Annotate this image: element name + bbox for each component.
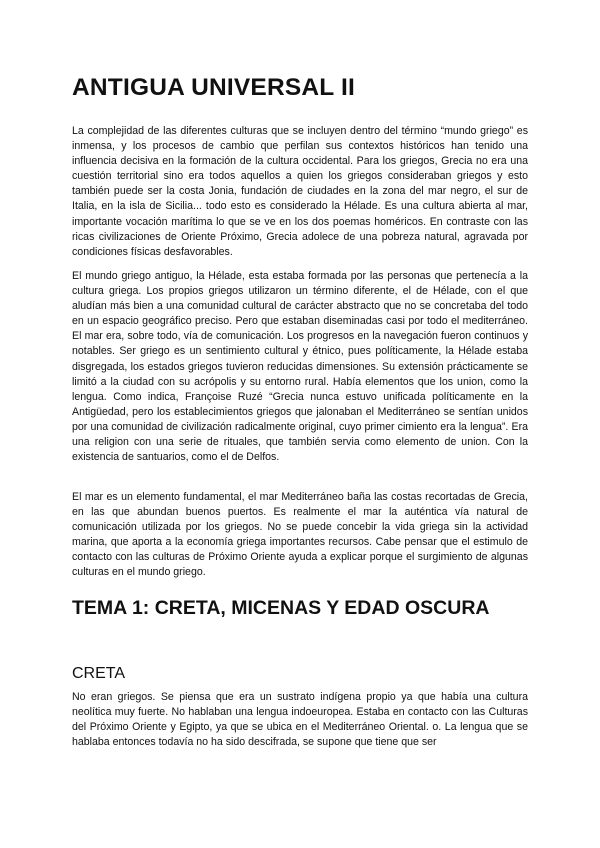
section-title: TEMA 1: CRETA, MICENAS Y EDAD OSCURA [72,597,490,619]
intro-paragraph-1: La complejidad de las diferentes culturas que se incluyen dentro del término “mundo griego” es inmensa, y los procesos de cambio que perfilan sus contextos históricos han tenido una influencia decisiva en la formación de la cultura occidental. Para los griegos, Grecia no era una cuestión territorial sino era todos aquellos a quien los griegos consideraban griegos y esto también puede ser la costa Jonia, fundación de ciudades en la zona del mar negro, el sur de Italia, en la isla de Sicilia... todo esto es considerado la Hélade. Es una cultura abierta al mar, importante vocación marítima lo que se ve en los dos poemas homéricos. En contraste con las ricas civilizaciones de Oriente Próximo, Grecia adolece de una pobreza natural, agravada por condiciones físicas desfavorables. [72,125,528,258]
subsection-title: CRETA [72,665,126,682]
intro-paragraph-2: El mundo griego antiguo, la Hélade, esta estaba formada por las personas que pertenecía a la cultura griega. Los propios griegos utilizaron un término diferente, el de Hélade, con el que aludían más bien a una comunidad cultural de carácter abstracto que no se concretaba del todo en un espacio geográfico preciso. Pero que estaban diseminadas casi por todo el mediterráneo. El mar era, sobre todo, vía de comunicación. Los progresos en la navegación fueron continuos y notables. Ser griego es un sentimiento cultural y étnico, pues políticamente, la Hélade estaba disgregada, los estados griegos tuvieron reducidas dimensiones. Su extensión prácticamente se limitó a la ciudad con su acrópolis y su entorno rural. Había elementos que los union, como la lengua. Como indica, Françoise Ruzé “Grecia nunca estuvo unificada políticamente en la Antigüedad, pero los establecimientos griegos que jalonaban el Mediterráneo se sentían unidos por una comunidad de civilización radicalmente original, cuyo primer cimiento era la lengua”. Era una religion con una serie de rituales, que también servia como elemento de union. Con la existencia de santuarios, como el de Delfos. [72,270,528,464]
intro-paragraph-3: El mar es un elemento fundamental, el mar Mediterráneo baña las costas recortadas de Grecia, en las que abundan buenos puertos. Es realmente el mar la auténtica vía natural de comunicación utilizada por los griegos. No se puede concebir la vida griega sin la actividad marina, que aporta a la economía griega importantes recursos. Cabe pensar que el estimulo de contacto con las culturas de Próximo Oriente ayuda a explicar porque el surgimiento de algunas culturas en el mundo griego. [72,491,528,579]
section-paragraph: No eran griegos. Se piensa que era un sustrato indígena propio ya que había una cultura neolítica muy fuerte. No hablaban una lengua indoeuropea. Estaba en contacto con las Culturas del Próximo Oriente y Egipto, ya que se ubica en el Mediterráneo Oriental. o. La lengua que se hablaba entonces todavía no ha sido descifrada, se supone que tiene que ser [72,691,528,749]
document-title: ANTIGUA UNIVERSAL II [72,74,356,101]
